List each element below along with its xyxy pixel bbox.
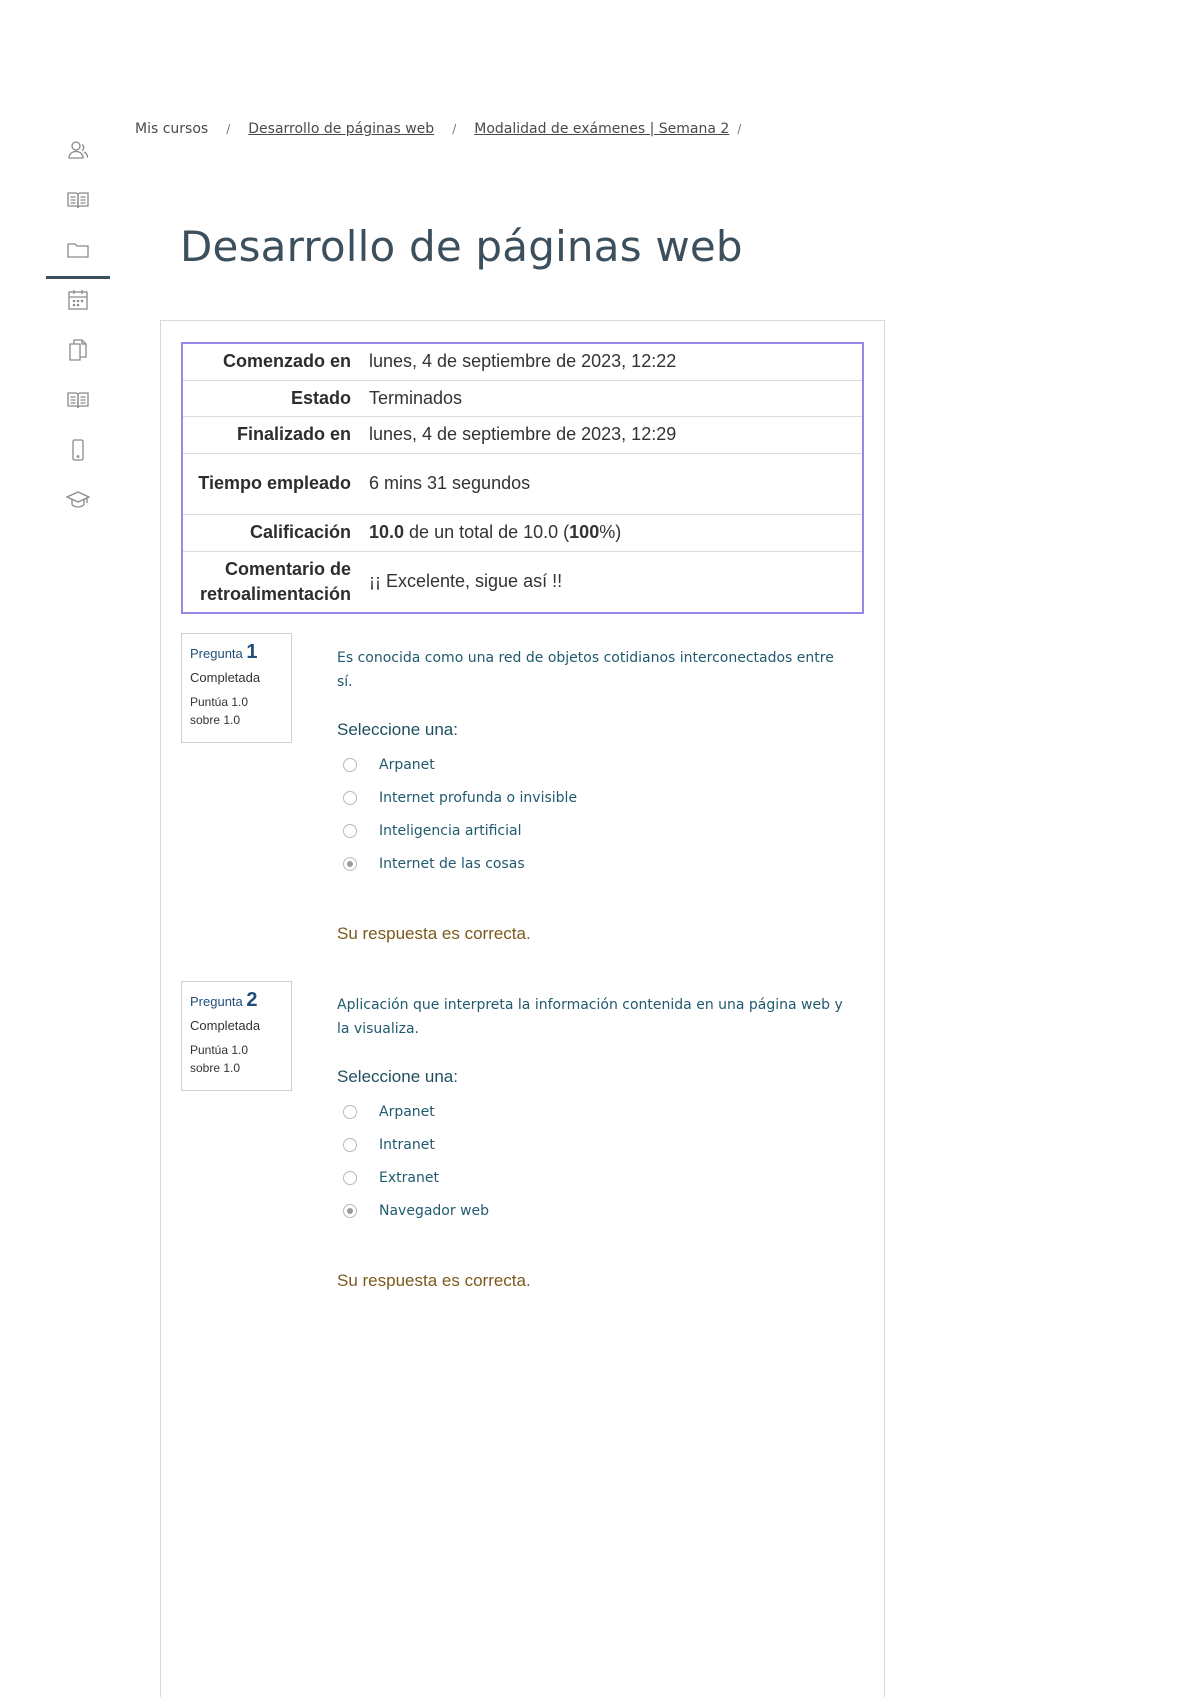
question-info [181,981,292,1091]
radio-button-checked[interactable] [343,1204,357,1218]
answer-option[interactable] [337,1161,847,1194]
answer-option[interactable] [337,1095,847,1128]
radio-button[interactable] [343,824,357,838]
answer-option[interactable] [337,1128,847,1161]
summary-value: 6 mins 31 segundos [351,453,863,514]
summary-label: Calificación [182,514,351,551]
answer-list [337,748,847,880]
answer-label: Internet de las cosas [379,855,525,872]
breadcrumb-item-course[interactable]: Desarrollo de páginas web [248,121,435,137]
question-state: Completada [190,1018,261,1033]
breadcrumb-item-section[interactable]: Modalidad de exámenes | Semana 2 [474,121,730,137]
radio-button-checked[interactable] [343,857,357,871]
answer-option[interactable] [337,748,847,781]
attempt-summary-table [181,342,864,614]
grade-middle: de un total de 10.0 ( [404,522,570,542]
question-number-value: 1 [246,641,258,663]
answer-option[interactable] [337,847,847,880]
answer-label: Arpanet [379,756,435,773]
breadcrumb-separator: / [226,122,231,136]
radio-button[interactable] [343,1171,357,1185]
radio-button[interactable] [343,1105,357,1119]
breadcrumb-item-my-courses[interactable]: Mis cursos [135,121,209,137]
answer-label: Internet profunda o invisible [379,789,578,806]
answer-label: Inteligencia artificial [379,822,522,839]
calendar-icon[interactable] [46,275,110,325]
radio-button[interactable] [343,1138,357,1152]
question-text: Aplicación que interpreta la información contenida en una página web y la visualiza. [337,997,843,1037]
grade-end: %) [599,522,622,542]
summary-value: lunes, 4 de septiembre de 2023, 12:22 [369,351,677,372]
summary-label: Comentario de retroalimentación [182,551,351,613]
summary-label: Estado [182,380,351,416]
mobile-icon[interactable] [46,425,110,475]
summary-value: ¡¡ Excelente, sigue así !! [351,551,863,613]
answer-prompt: Seleccione una: [337,1067,458,1086]
answer-feedback: Su respuesta es correcta. [337,924,531,943]
answer-label: Extranet [379,1169,439,1186]
summary-row-feedback [182,551,863,613]
book-icon[interactable] [46,175,110,225]
question-label: Pregunta [190,646,243,661]
answer-option[interactable] [337,781,847,814]
summary-row-state [182,380,863,416]
icon-rail [46,125,110,525]
grade-percent: 100 [569,522,600,542]
answer-prompt: Seleccione una: [337,720,458,739]
answer-option[interactable] [337,814,847,847]
summary-row-time [182,453,863,514]
graduation-cap-icon[interactable] [46,475,110,525]
summary-row-started [182,343,863,380]
answer-feedback: Su respuesta es correcta. [337,1271,531,1290]
question-grade: Puntúa 1.0 sobre 1.0 [190,1043,249,1075]
question-number [190,989,283,1012]
answer-label: Arpanet [379,1103,435,1120]
question-number [190,641,283,664]
grade-score: 10.0 [369,522,405,542]
question-body [337,993,847,1291]
question-text: Es conocida como una red de objetos cotidianos interconectados entre sí. [337,650,834,690]
summary-row-finished [182,416,863,453]
question-grade: Puntúa 1.0 sobre 1.0 [190,695,249,727]
question-body [337,646,847,944]
answer-option[interactable] [337,1194,847,1227]
breadcrumb-separator: / [452,122,457,136]
breadcrumb [135,121,741,137]
question-label: Pregunta [190,994,243,1009]
summary-value: lunes, 4 de septiembre de 2023, 12:29 [351,416,863,453]
answer-list [337,1095,847,1227]
summary-label: Tiempo empleado [182,453,351,514]
answer-label: Navegador web [379,1202,490,1219]
summary-label: Comenzado en [222,351,351,372]
radio-button[interactable] [343,791,357,805]
summary-value: Terminados [351,380,863,416]
documents-icon[interactable] [46,325,110,375]
book-icon-2[interactable] [46,375,110,425]
breadcrumb-separator: / [737,122,742,136]
page-title: Desarrollo de páginas web [180,222,743,271]
question-info [181,633,292,743]
folder-icon[interactable] [46,225,110,275]
radio-button[interactable] [343,758,357,772]
question-state: Completada [190,670,261,685]
participants-icon[interactable] [46,125,110,175]
summary-row-grade [182,514,863,551]
question-number-value: 2 [246,989,258,1011]
summary-label: Finalizado en [182,416,351,453]
answer-label: Intranet [379,1136,435,1153]
summary-value [351,514,863,551]
